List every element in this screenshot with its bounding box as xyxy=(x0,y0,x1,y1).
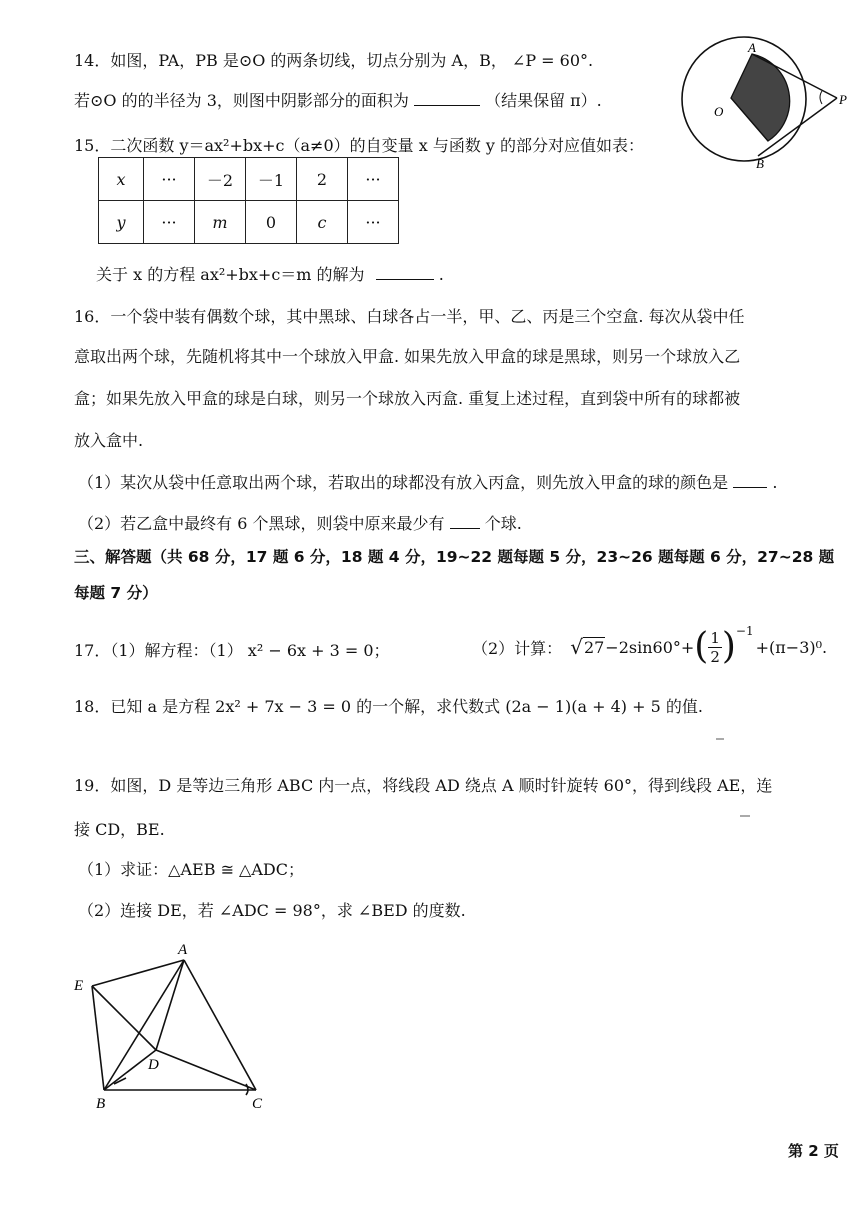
table-cell: y xyxy=(99,201,144,244)
table-row xyxy=(99,201,399,244)
fig14-label-p: P xyxy=(839,92,847,107)
q16-sub2-suffix: 个球. xyxy=(484,514,522,533)
q14-line2-suffix: （结果保留 π）. xyxy=(485,91,602,110)
q16-sub2-text: （2）若乙盒中最终有 6 个黑球，则袋中原来最少有 xyxy=(78,514,445,533)
fig19-label-c: C xyxy=(252,1096,263,1112)
table-cell: 0 xyxy=(246,201,297,244)
q16-line2: 意取出两个球，先随机将其中一个球放入甲盒. 如果先放入甲盒的球是黑球，则另一个球放入乙 xyxy=(74,347,741,366)
q19-triangle-figure xyxy=(70,938,280,1118)
q16-sub1 xyxy=(78,470,777,493)
fig19-label-e: E xyxy=(74,978,84,994)
q19-sub2: （2）连接 DE，若 ∠ADC = 98°，求 ∠BED 的度数. xyxy=(78,901,466,920)
table-cell: c xyxy=(297,201,348,244)
table-cell: ··· xyxy=(348,158,399,201)
scan-mark xyxy=(716,738,724,740)
q18-line: 18．已知 a 是方程 2x² + 7x − 3 = 0 的一个解，求代数式 (2a − 1)(a + 4) + 5 的值. xyxy=(74,697,703,716)
q17-part2 xyxy=(472,622,827,672)
q16-line3: 盒；如果先放入甲盒的球是白球，则另一个球放入丙盒. 重复上述过程，直到袋中所有的球都被 xyxy=(74,389,741,408)
q15-value-table xyxy=(98,157,399,244)
page-number: 第 2 页 xyxy=(788,1142,839,1160)
q17-frac-den: 2 xyxy=(710,647,720,666)
q17-sqrt-arg: 27 xyxy=(583,638,605,657)
q17-part2-label: （2）计算： xyxy=(472,638,563,658)
q19-line2: 接 CD，BE. xyxy=(74,820,165,839)
table-cell: 2 xyxy=(297,158,348,201)
q16-sub2-blank[interactable] xyxy=(450,528,480,529)
q15-line1: 15．二次函数 y＝ax²+bx+c（a≠0）的自变量 x 与函数 y 的部分对应值如表： xyxy=(74,136,645,155)
table-row xyxy=(99,158,399,201)
q19-line1: 19．如图，D 是等边三角形 ABC 内一点，将线段 AD 绕点 A 顺时针旋转 60°，得到线段 AE，连 xyxy=(74,776,773,795)
section3-heading-line1: 三、解答题（共 68 分，17 题 6 分，18 题 4 分，19~22 题每题 5 分，23~26 题每题 6 分，27~28 题 xyxy=(74,548,835,566)
q17-expr-a: −2sin60°+ xyxy=(605,637,695,657)
q16-sub1-suffix: . xyxy=(772,473,778,492)
table-cell: ··· xyxy=(144,201,195,244)
fig14-label-o: O xyxy=(714,104,724,119)
q16-sub2 xyxy=(78,511,522,534)
q15-line2 xyxy=(96,262,444,285)
q14-line2 xyxy=(74,88,602,111)
table-cell: x xyxy=(99,158,144,201)
fig19-label-b: B xyxy=(96,1096,106,1112)
fig19-label-a: A xyxy=(178,942,188,958)
q14-answer-blank[interactable] xyxy=(414,105,480,106)
q17-frac-num: 1 xyxy=(710,628,720,647)
paren-close: ) xyxy=(721,626,736,667)
q17-exponent: −1 xyxy=(735,624,754,638)
table-cell: －2 xyxy=(195,158,246,201)
q14-circle-figure xyxy=(672,36,857,171)
q16-sub1-text: （1）某次从袋中任意取出两个球，若取出的球都没有放入丙盒，则先放入甲盒的球的颜色是 xyxy=(78,473,729,492)
table-cell: ··· xyxy=(348,201,399,244)
q17-part1: 17．（1）解方程：（1） x² − 6x + 3 = 0； xyxy=(74,641,390,660)
q15-answer-blank[interactable] xyxy=(376,279,434,280)
table-cell: －1 xyxy=(246,158,297,201)
q15-line2-suffix: . xyxy=(438,265,444,284)
q17-expr-b: +(π−3)⁰. xyxy=(755,637,828,657)
fig14-label-b: B xyxy=(756,156,764,171)
sqrt-symbol: √ xyxy=(570,635,583,659)
q16-line1: 16．一个袋中装有偶数个球，其中黑球、白球各占一半，甲、乙、丙是三个空盒. 每次从袋中任 xyxy=(74,307,745,326)
q14-line2-text: 若⊙O 的的半径为 3，则图中阴影部分的面积为 xyxy=(74,91,409,110)
fig14-label-a: A xyxy=(748,40,756,55)
q19-sub1: （1）求证：△AEB ≅ △ADC； xyxy=(78,860,304,879)
q17-fraction xyxy=(708,629,722,666)
q16-line4: 放入盒中. xyxy=(74,431,144,450)
scan-mark xyxy=(740,815,750,817)
fig19-label-d: D xyxy=(148,1057,159,1073)
paren-open: ( xyxy=(694,626,709,667)
table-cell: m xyxy=(195,201,246,244)
table-cell: ··· xyxy=(144,158,195,201)
q14-line1: 14．如图，PA，PB 是⊙O 的两条切线，切点分别为 A，B， ∠P = 60°. xyxy=(74,51,594,70)
q15-line2-text: 关于 x 的方程 ax²+bx+c＝m 的解为 xyxy=(96,265,365,284)
q16-sub1-blank[interactable] xyxy=(733,487,767,488)
section3-heading-line2: 每题 7 分） xyxy=(74,584,158,602)
